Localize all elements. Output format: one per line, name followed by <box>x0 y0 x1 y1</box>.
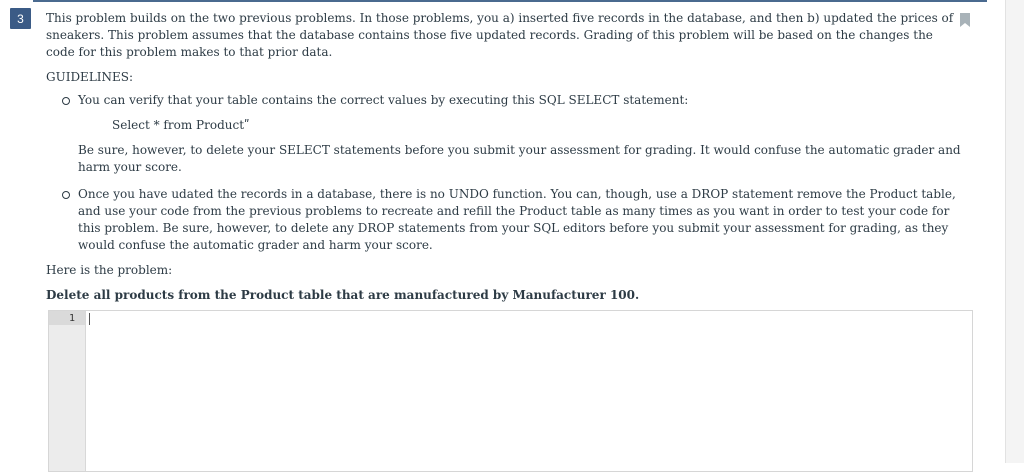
bullet-icon <box>62 191 70 199</box>
guideline-text: You can verify that your table contains the correct values by executing this SQL SELECT statement: <box>78 93 689 107</box>
bullet-icon <box>62 97 70 105</box>
page-scrollbar[interactable] <box>1005 0 1024 463</box>
bookmark-icon[interactable] <box>960 13 970 27</box>
editor-gutter <box>49 311 86 471</box>
line-number: 1 <box>68 313 75 324</box>
question-top-rule <box>33 0 987 2</box>
question-content <box>46 10 961 304</box>
here-label: Here is the problem: <box>46 263 173 277</box>
guidelines-list <box>46 92 961 254</box>
guideline-text: Once you have udated the records in a database, there is no UNDO function. You can, though, use a DROP statement remove the Product table, and use your code from the previous problems to recreate and refill the Product table as many times as you want in order to test your code for this problem. Be sure, however, to delete any DROP statements from your SQL editors before you submit your assessment for grading, as they would confuse the automatic grader and harm your score. <box>78 187 956 252</box>
sql-editor[interactable] <box>48 310 973 472</box>
active-line-highlight <box>49 311 85 325</box>
guideline-item <box>78 92 961 176</box>
guideline-note: Be sure, however, to delete your SELECT statements before you submit your assessment for grading. It would confuse the automatic grader and harm your score. <box>78 143 961 174</box>
text-cursor <box>89 313 90 325</box>
select-example: Select * from Productʺ <box>112 118 250 132</box>
question-intro: This problem builds on the two previous problems. In those problems, you a) inserted five records in the database, and then b) updated the prices of sneakers. This problem assumes that the database contains those five updated records. Grading of this problem will be based on the changes the code for this problem makes to that prior data. <box>46 11 954 59</box>
problem-statement: Delete all products from the Product table that are manufactured by Manufacturer 100. <box>46 288 640 302</box>
guidelines-heading: GUIDELINES: <box>46 70 134 84</box>
question-number-badge: 3 <box>10 8 31 29</box>
guideline-item <box>78 186 961 254</box>
editor-content[interactable] <box>91 313 968 467</box>
